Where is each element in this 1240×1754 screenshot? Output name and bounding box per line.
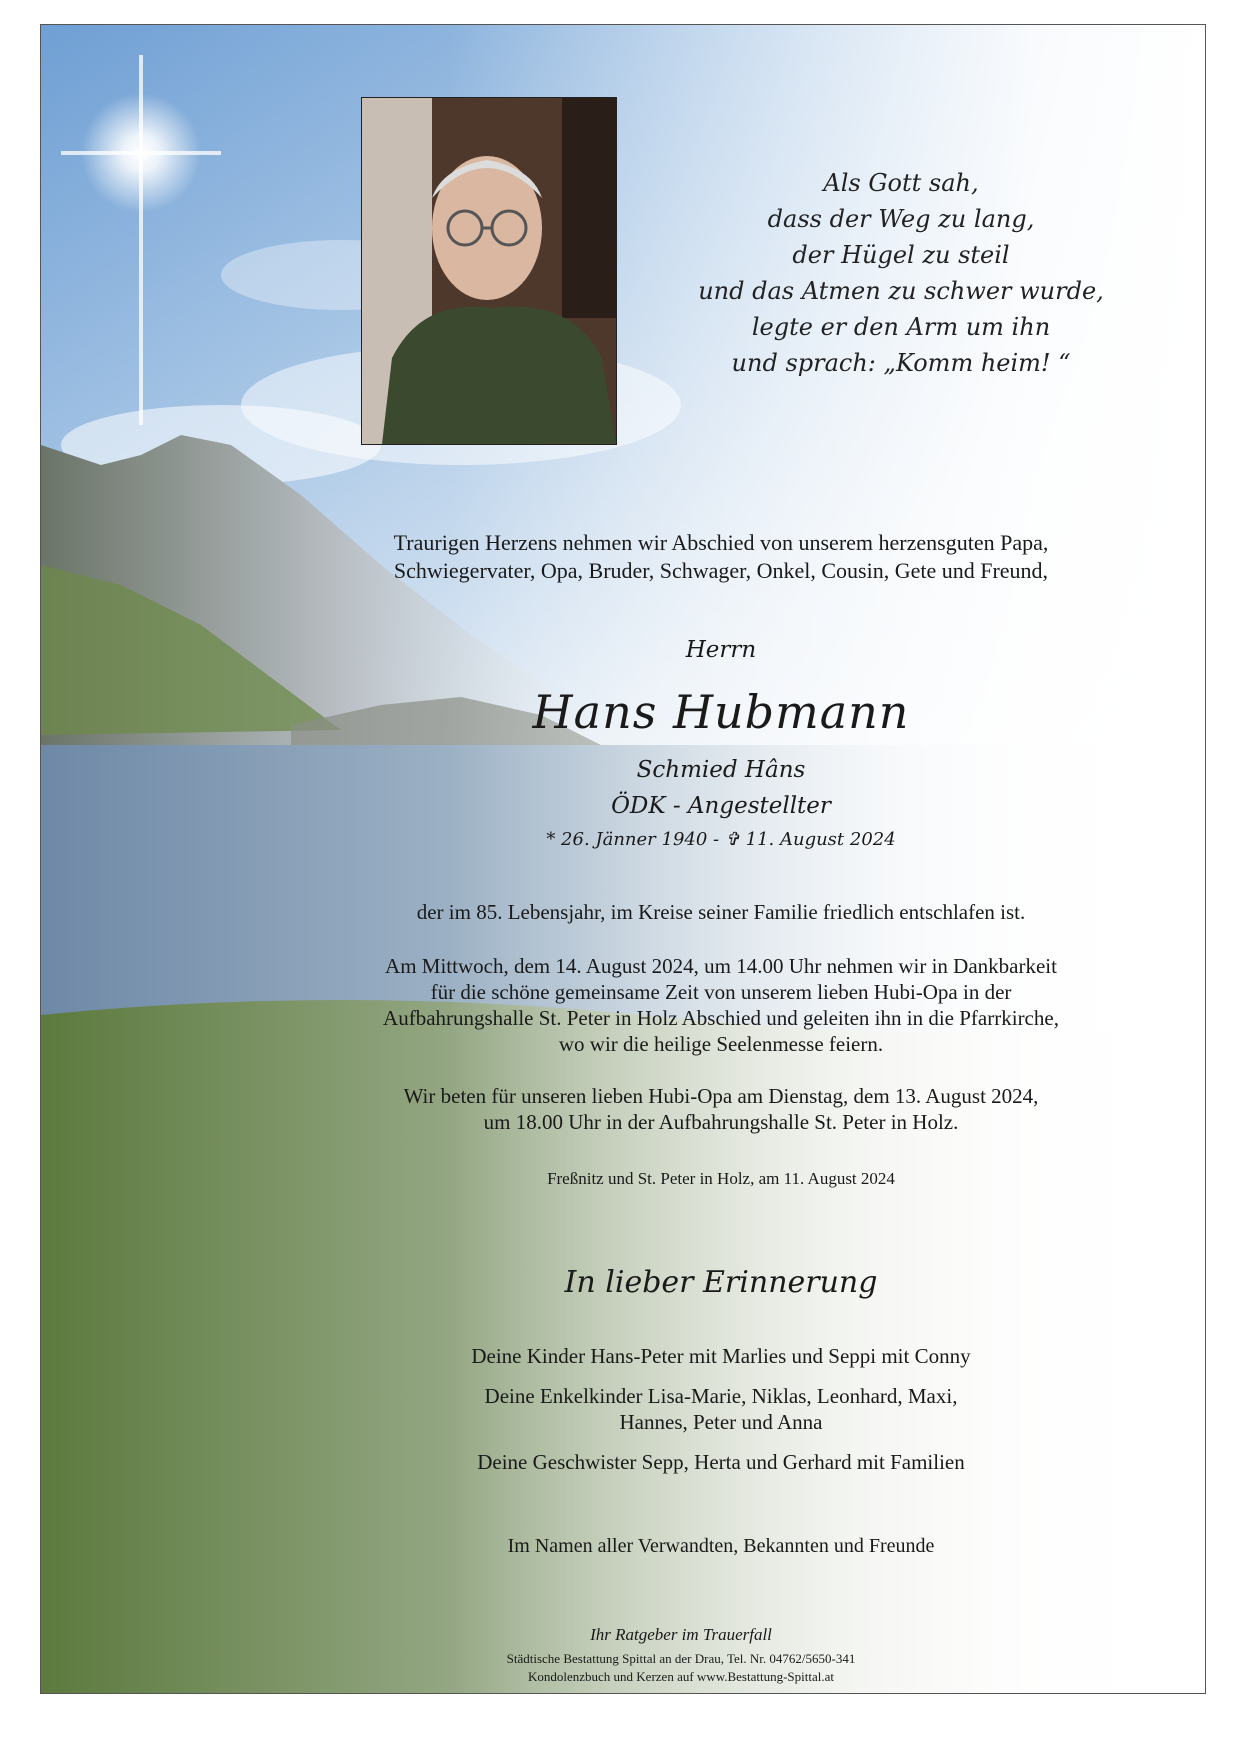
verse-line: Als Gott sah, — [823, 169, 979, 197]
deceased-name: Hans Hubmann — [532, 685, 910, 739]
place-date: Freßnitz und St. Peter in Holz, am 11. August 2024 — [547, 1169, 895, 1188]
obituary-card — [40, 24, 1206, 1694]
funeral-paragraph — [291, 953, 1151, 1057]
deceased-occupation: ÖDK - Angestellter — [611, 793, 831, 819]
portrait-photo — [361, 97, 617, 445]
salutation: Herrn — [685, 637, 757, 663]
memory-heading: In lieber Erinnerung — [564, 1265, 878, 1300]
closing-line: Im Namen aller Verwandten, Bekannten und Freunde — [507, 1535, 935, 1557]
footer-website: Kondolenzbuch und Kerzen auf www.Bestattung-Spittal.at — [527, 1669, 835, 1684]
funeral-line: Am Mittwoch, dem 14. August 2024, um 14.00 Uhr nehmen wir in Dankbarkeit — [385, 954, 1057, 978]
funeral-line: für die schöne gemeinsame Zeit von unserem lieben Hubi-Opa in der — [430, 980, 1012, 1004]
intro-line: Schwiegervater, Opa, Bruder, Schwager, Onkel, Cousin, Gete und Freund, — [393, 558, 1049, 583]
footer-contact: Städtische Bestattung Spittal an der Drau, Tel. Nr. 04762/5650-341 — [506, 1651, 856, 1666]
funeral-line: wo wir die heilige Seelenmesse feiern. — [558, 1032, 884, 1056]
grandchildren-line-2: Hannes, Peter und Anna — [619, 1410, 823, 1434]
prayer-paragraph — [291, 1083, 1151, 1135]
intro-line: Traurigen Herzens nehmen wir Abschied von unserem herzensguten Papa, — [393, 530, 1049, 555]
verse-line: dass der Weg zu lang, — [767, 205, 1035, 233]
prayer-line: um 18.00 Uhr in der Aufbahrungshalle St. Peter in Holz. — [483, 1110, 959, 1134]
siblings-line: Deine Geschwister Sepp, Herta und Gerhard mit Familien — [477, 1450, 965, 1474]
funeral-line: Aufbahrungshalle St. Peter in Holz Abschied und geleiten ihn in die Pfarrkirche, — [383, 1006, 1059, 1030]
intro-text — [291, 529, 1151, 585]
verse-line: und sprach: „Komm heim! “ — [731, 349, 1071, 377]
life-dates: * 26. Jänner 1940 - ✞ 11. August 2024 — [546, 829, 896, 850]
children-line: Deine Kinder Hans-Peter mit Marlies und Seppi mit Conny — [471, 1344, 971, 1368]
verse-line: der Hügel zu steil — [792, 241, 1010, 269]
age-line: der im 85. Lebensjahr, im Kreise seiner Familie friedlich entschlafen ist. — [416, 900, 1026, 924]
grandchildren-line: Deine Enkelkinder Lisa-Marie, Niklas, Leonhard, Maxi, — [484, 1384, 958, 1408]
deceased-nickname: Schmied Hâns — [636, 757, 806, 783]
verse-line: legte er den Arm um ihn — [751, 313, 1051, 341]
verse-block — [661, 165, 1141, 381]
survivors-list — [291, 1343, 1151, 1475]
verse-line: und das Atmen zu schwer wurde, — [698, 277, 1104, 305]
prayer-line: Wir beten für unseren lieben Hubi-Opa am Dienstag, dem 13. August 2024, — [403, 1084, 1039, 1108]
footer-title: Ihr Ratgeber im Trauerfall — [590, 1625, 772, 1644]
